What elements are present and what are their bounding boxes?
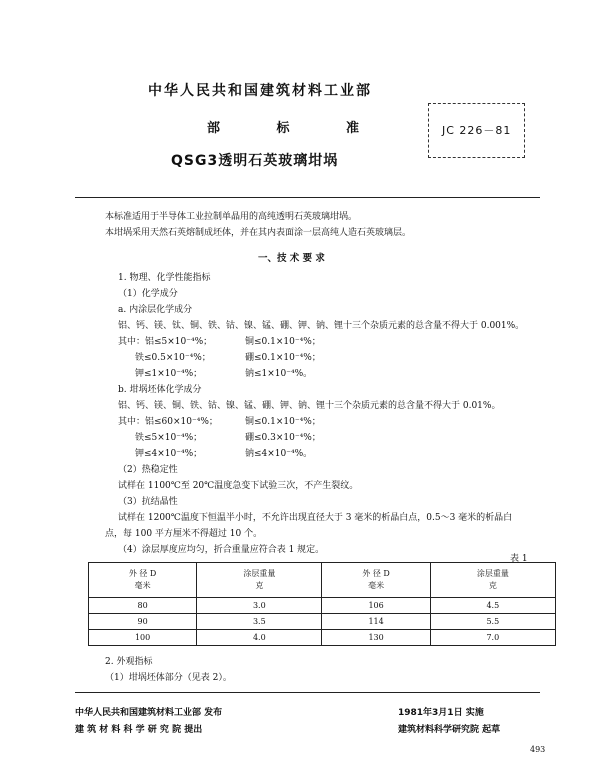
intro-line-2: 本坩埚采用天然石英熔制成坯体，并在其内表面涂一层高纯人造石英玻璃层。 [105,228,412,238]
footer-effective-date: 1981年3月1日 实施 [398,708,484,718]
b-iron: 铁≤5×10⁻⁴%； [135,433,203,443]
table-1-label: 表 1 [510,554,528,564]
table-cell: 3.5 [197,614,322,630]
table-header-row [89,563,556,598]
a-iron: 铁≤0.5×10⁻⁴%； [135,353,211,363]
subitem-b-description: 铝、钙、镁、铜、铁、钴、镍、锰、硼、钾、钠、锂十三个杂质元素的总含量不得大于 0.01%。 [118,401,501,411]
table-cell: 106 [322,598,430,614]
table-row [89,614,556,630]
item-1-3-description-1: 试样在 1200℃温度下恒温半小时，不允许出现直径大于 3 毫米的析晶白点，0.5～3 毫米的析晶白 [118,513,513,523]
header-cell [197,563,322,598]
item-2-1-text: （1）坩埚坯体部分（见表 2）。 [105,673,232,683]
table-cell: 4.0 [197,630,322,646]
header-unit: 毫米 [368,581,385,590]
a-boron: 硼≤0.1×10⁻⁴%； [245,353,321,363]
subitem-b-heading: b. 坩埚坯体化学成分 [118,385,202,395]
item-1-heading: 1. 物理、化学性能指标 [118,273,211,283]
footer-issuer: 中华人民共和国建筑材料工业部 发布 [75,708,223,718]
coating-weight-table [88,562,556,646]
subitem-a-heading: a. 内涂层化学成分 [118,305,193,315]
table-cell: 4.5 [430,598,555,614]
header-unit: 毫米 [134,581,151,590]
b-copper: 铜≤0.1×10⁻⁴%； [245,417,321,427]
b-boron: 硼≤0.3×10⁻⁴%； [245,433,321,443]
bottom-divider [75,692,540,693]
table-cell: 80 [89,598,197,614]
header-cell [89,563,197,598]
item-1-1-heading: （1）化学成分 [118,289,178,299]
header-line: 涂层重量 [243,569,276,578]
table-cell: 90 [89,614,197,630]
header-unit: 克 [255,581,264,590]
document-title: QSG3透明石英玻璃坩埚 [171,153,339,169]
item-2-heading: 2. 外观指标 [105,657,153,667]
table-row [89,630,556,646]
page-number: 493 [530,745,546,754]
footer-proposer: 建 筑 材 料 科 学 研 究 院 提出 [75,725,203,735]
item-1-3-description-2: 点，每 100 平方厘米不得超过 10 个。 [105,529,263,539]
top-divider [75,197,540,198]
table-cell: 3.0 [197,598,322,614]
intro-line-1: 本标准适用于半导体工业拉制单晶用的高纯透明石英玻璃坩埚。 [105,212,358,222]
table-cell: 100 [89,630,197,646]
header-line: 外 径 D [362,569,390,578]
b-potassium: 钾≤4×10⁻⁴%； [135,449,203,459]
standard-type: 部 标 准 [207,121,386,136]
header-unit: 克 [488,581,497,590]
a-aluminum: 其中：铝≤5×10⁻⁴%； [118,337,213,347]
table-cell: 114 [322,614,430,630]
standard-code: JC 226－81 [442,124,512,137]
a-sodium: 钠≤1×10⁻⁴%。 [245,369,313,379]
item-1-3-heading: （3）抗结晶性 [118,497,178,507]
header-cell [322,563,430,598]
header-cell [430,563,555,598]
item-1-4-text: （4）涂层厚度应均匀，折合重量应符合表 1 规定。 [118,545,325,555]
item-1-2-description: 试样在 1100℃至 20℃温度急变下试验三次，不产生裂纹。 [118,481,359,491]
footer-drafter: 建筑材料科学研究院 起草 [398,725,501,735]
header-line: 涂层重量 [476,569,509,578]
table-cell: 7.0 [430,630,555,646]
a-potassium: 钾≤1×10⁻⁴%； [135,369,203,379]
b-aluminum: 其中：铝≤60×10⁻⁴%； [118,417,218,427]
b-sodium: 钠≤4×10⁻⁴%。 [245,449,313,459]
a-copper: 铜≤0.1×10⁻⁴%； [245,337,321,347]
item-1-2-heading: （2）热稳定性 [118,465,178,475]
ministry-name: 中华人民共和国建筑材料工业部 [148,83,372,99]
section-heading: 一、技 术 要 求 [258,253,325,264]
table-cell: 5.5 [430,614,555,630]
subitem-a-description: 铝、钙、镁、钛、铜、铁、钴、镍、锰、硼、钾、钠、锂十三个杂质元素的总含量不得大于 0.001%。 [118,321,525,331]
header-line: 外 径 D [128,569,157,578]
table-cell: 130 [322,630,430,646]
table-row [89,598,556,614]
